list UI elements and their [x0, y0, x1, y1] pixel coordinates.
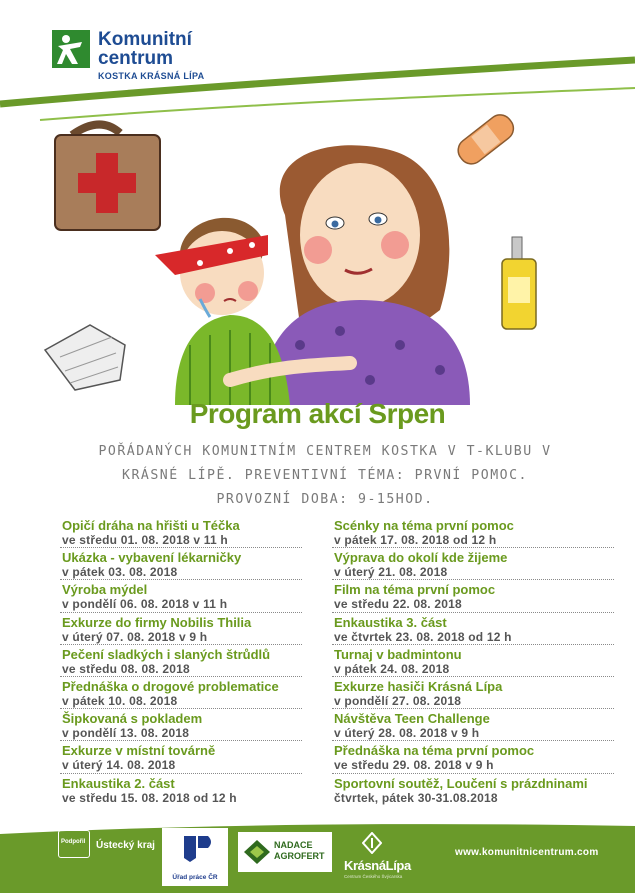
event-name: Výroba mýdel: [62, 582, 148, 598]
page-subtitle: POŘÁDANÝCH KOMUNITNÍM CENTREM KOSTKA V T-KLUBU V KRÁSNÉ LÍPĚ. PREVENTIVNÍ TÉMA: PRVNÍ POMOC. PROVOZNÍ DOBA: 9-15HOD.: [98, 444, 552, 507]
event-name: Výprava do okolí kde žijeme: [334, 550, 508, 566]
event-name: Exkurze do firmy Nobilis Thilia: [62, 614, 252, 630]
dotted-divider: [60, 676, 302, 677]
dotted-divider: [332, 676, 614, 677]
dotted-divider: [60, 773, 302, 774]
event-date: v úterý 14. 08. 2018: [62, 758, 176, 773]
event-name: Enkaustika 2. část: [62, 775, 175, 791]
event-item: [334, 743, 614, 775]
krasna-lipa-leaf-icon: [362, 832, 382, 854]
dotted-divider: [332, 547, 614, 548]
event-name: Přednáška o drogové problematice: [62, 678, 279, 694]
urad-prace-logo-icon: [162, 828, 228, 870]
dotted-divider: [332, 708, 614, 709]
events-column-right: [334, 518, 614, 808]
soap-bottle-icon: [502, 237, 536, 329]
event-item: [62, 615, 302, 647]
brand-name-line2: centrum: [98, 48, 173, 69]
partner-ustecky-kraj: [58, 826, 168, 862]
gauze-roll-icon: [45, 325, 125, 390]
event-item: [334, 647, 614, 679]
website-link[interactable]: www.komunitnicentrum.com: [455, 847, 599, 858]
partner-urad-prace: [162, 828, 228, 886]
event-item: [62, 518, 302, 550]
event-item: [62, 679, 302, 711]
dotted-divider: [332, 579, 614, 580]
dotted-divider: [332, 612, 614, 613]
event-name: Ukázka - vybavení lékarničky: [62, 550, 242, 566]
first-aid-kit-icon: [55, 124, 160, 230]
event-name: Scénky na téma první pomoc: [334, 518, 514, 533]
bandage-icon: [453, 110, 518, 169]
dotted-divider: [60, 547, 302, 548]
dotted-divider: [60, 740, 302, 741]
page-title: Program akcí Srpen: [189, 398, 446, 429]
event-name: Sportovní soutěž, Loučení s prázdninami: [334, 775, 588, 791]
agrofert-leaf-icon: [240, 832, 274, 872]
partner-nadace-label: NADACE AGROFERT: [274, 840, 325, 861]
dotted-divider: [60, 644, 302, 645]
event-date: čtvrtek, pátek 30-31.08.2018: [334, 790, 498, 805]
event-name: Exkurze hasiči Krásná Lípa: [334, 678, 503, 694]
partner-krasna-sublabel: Centrum Českého Švýcarska: [344, 874, 403, 879]
partner-krasna-label: KrásnáLípa: [344, 858, 411, 873]
event-date: v pondělí 27. 08. 2018: [334, 693, 462, 708]
event-item: [62, 582, 302, 614]
event-name: Šipkovaná s pokladem: [62, 711, 203, 727]
event-name: Přednáška na téma první pomoc: [334, 743, 535, 759]
dotted-divider: [332, 644, 614, 645]
event-name: Opičí dráha na hřišti u Téčka: [62, 518, 240, 533]
event-item: [62, 711, 302, 743]
event-item: [62, 776, 302, 808]
event-date: ve středu 08. 08. 2018: [62, 661, 190, 676]
event-name: Turnaj v badmintonu: [334, 646, 462, 662]
event-name: Film na téma první pomoc: [334, 582, 496, 598]
event-item: [334, 615, 614, 647]
event-date: v pondělí 13. 08. 2018: [62, 726, 190, 741]
event-name: Návštěva Teen Challenge: [334, 711, 490, 727]
dotted-divider: [332, 773, 614, 774]
event-date: v pátek 17. 08. 2018 od 12 h: [334, 533, 497, 547]
event-date: ve středu 29. 08. 2018 v 9 h: [334, 758, 494, 773]
event-item: [334, 711, 614, 743]
event-date: v pondělí 06. 08. 2018 v 11 h: [62, 597, 228, 612]
event-date: v úterý 21. 08. 2018: [334, 565, 448, 580]
event-item: [334, 550, 614, 582]
event-item: [62, 647, 302, 679]
event-name: Pečení sladkých i slaných štrůdlů: [62, 646, 271, 662]
event-date: v pátek 24. 08. 2018: [334, 661, 450, 676]
event-item: [334, 582, 614, 614]
dotted-divider: [60, 708, 302, 709]
event-date: ve čtvrtek 23. 08. 2018 od 12 h: [334, 629, 512, 644]
event-name: Exkurze v místní továrně: [62, 743, 216, 759]
event-date: ve středu 01. 08. 2018 v 11 h: [62, 533, 228, 547]
brand-location: KOSTKA KRÁSNÁ LÍPA: [98, 71, 205, 81]
event-date: v pátek 10. 08. 2018: [62, 693, 178, 708]
event-item: [62, 743, 302, 775]
event-date: ve středu 15. 08. 2018 od 12 h: [62, 790, 237, 805]
event-item: [334, 776, 614, 808]
event-item: [62, 550, 302, 582]
event-date: v pátek 03. 08. 2018: [62, 565, 178, 580]
dotted-divider: [60, 612, 302, 613]
brand-name-line1: Komunitní: [98, 29, 192, 50]
event-item: [334, 518, 614, 550]
partner-nadace-agrofert: [238, 832, 332, 872]
event-date: ve středu 22. 08. 2018: [334, 597, 462, 612]
partner-krasna-lipa: [340, 830, 418, 880]
event-date: v úterý 07. 08. 2018 v 9 h: [62, 629, 208, 644]
event-item: [334, 679, 614, 711]
podporil-badge: Podpořil: [58, 830, 90, 858]
partner-urad-label: Úřad práce ČR: [172, 874, 218, 881]
dotted-divider: [332, 740, 614, 741]
event-date: v úterý 28. 08. 2018 v 9 h: [334, 726, 480, 741]
first-aid-illustration: [0, 95, 635, 405]
partner-kraj-label: Ústecký kraj: [96, 840, 155, 851]
event-name: Enkaustika 3. část: [334, 614, 447, 630]
events-column-left: [62, 518, 302, 808]
dotted-divider: [60, 579, 302, 580]
